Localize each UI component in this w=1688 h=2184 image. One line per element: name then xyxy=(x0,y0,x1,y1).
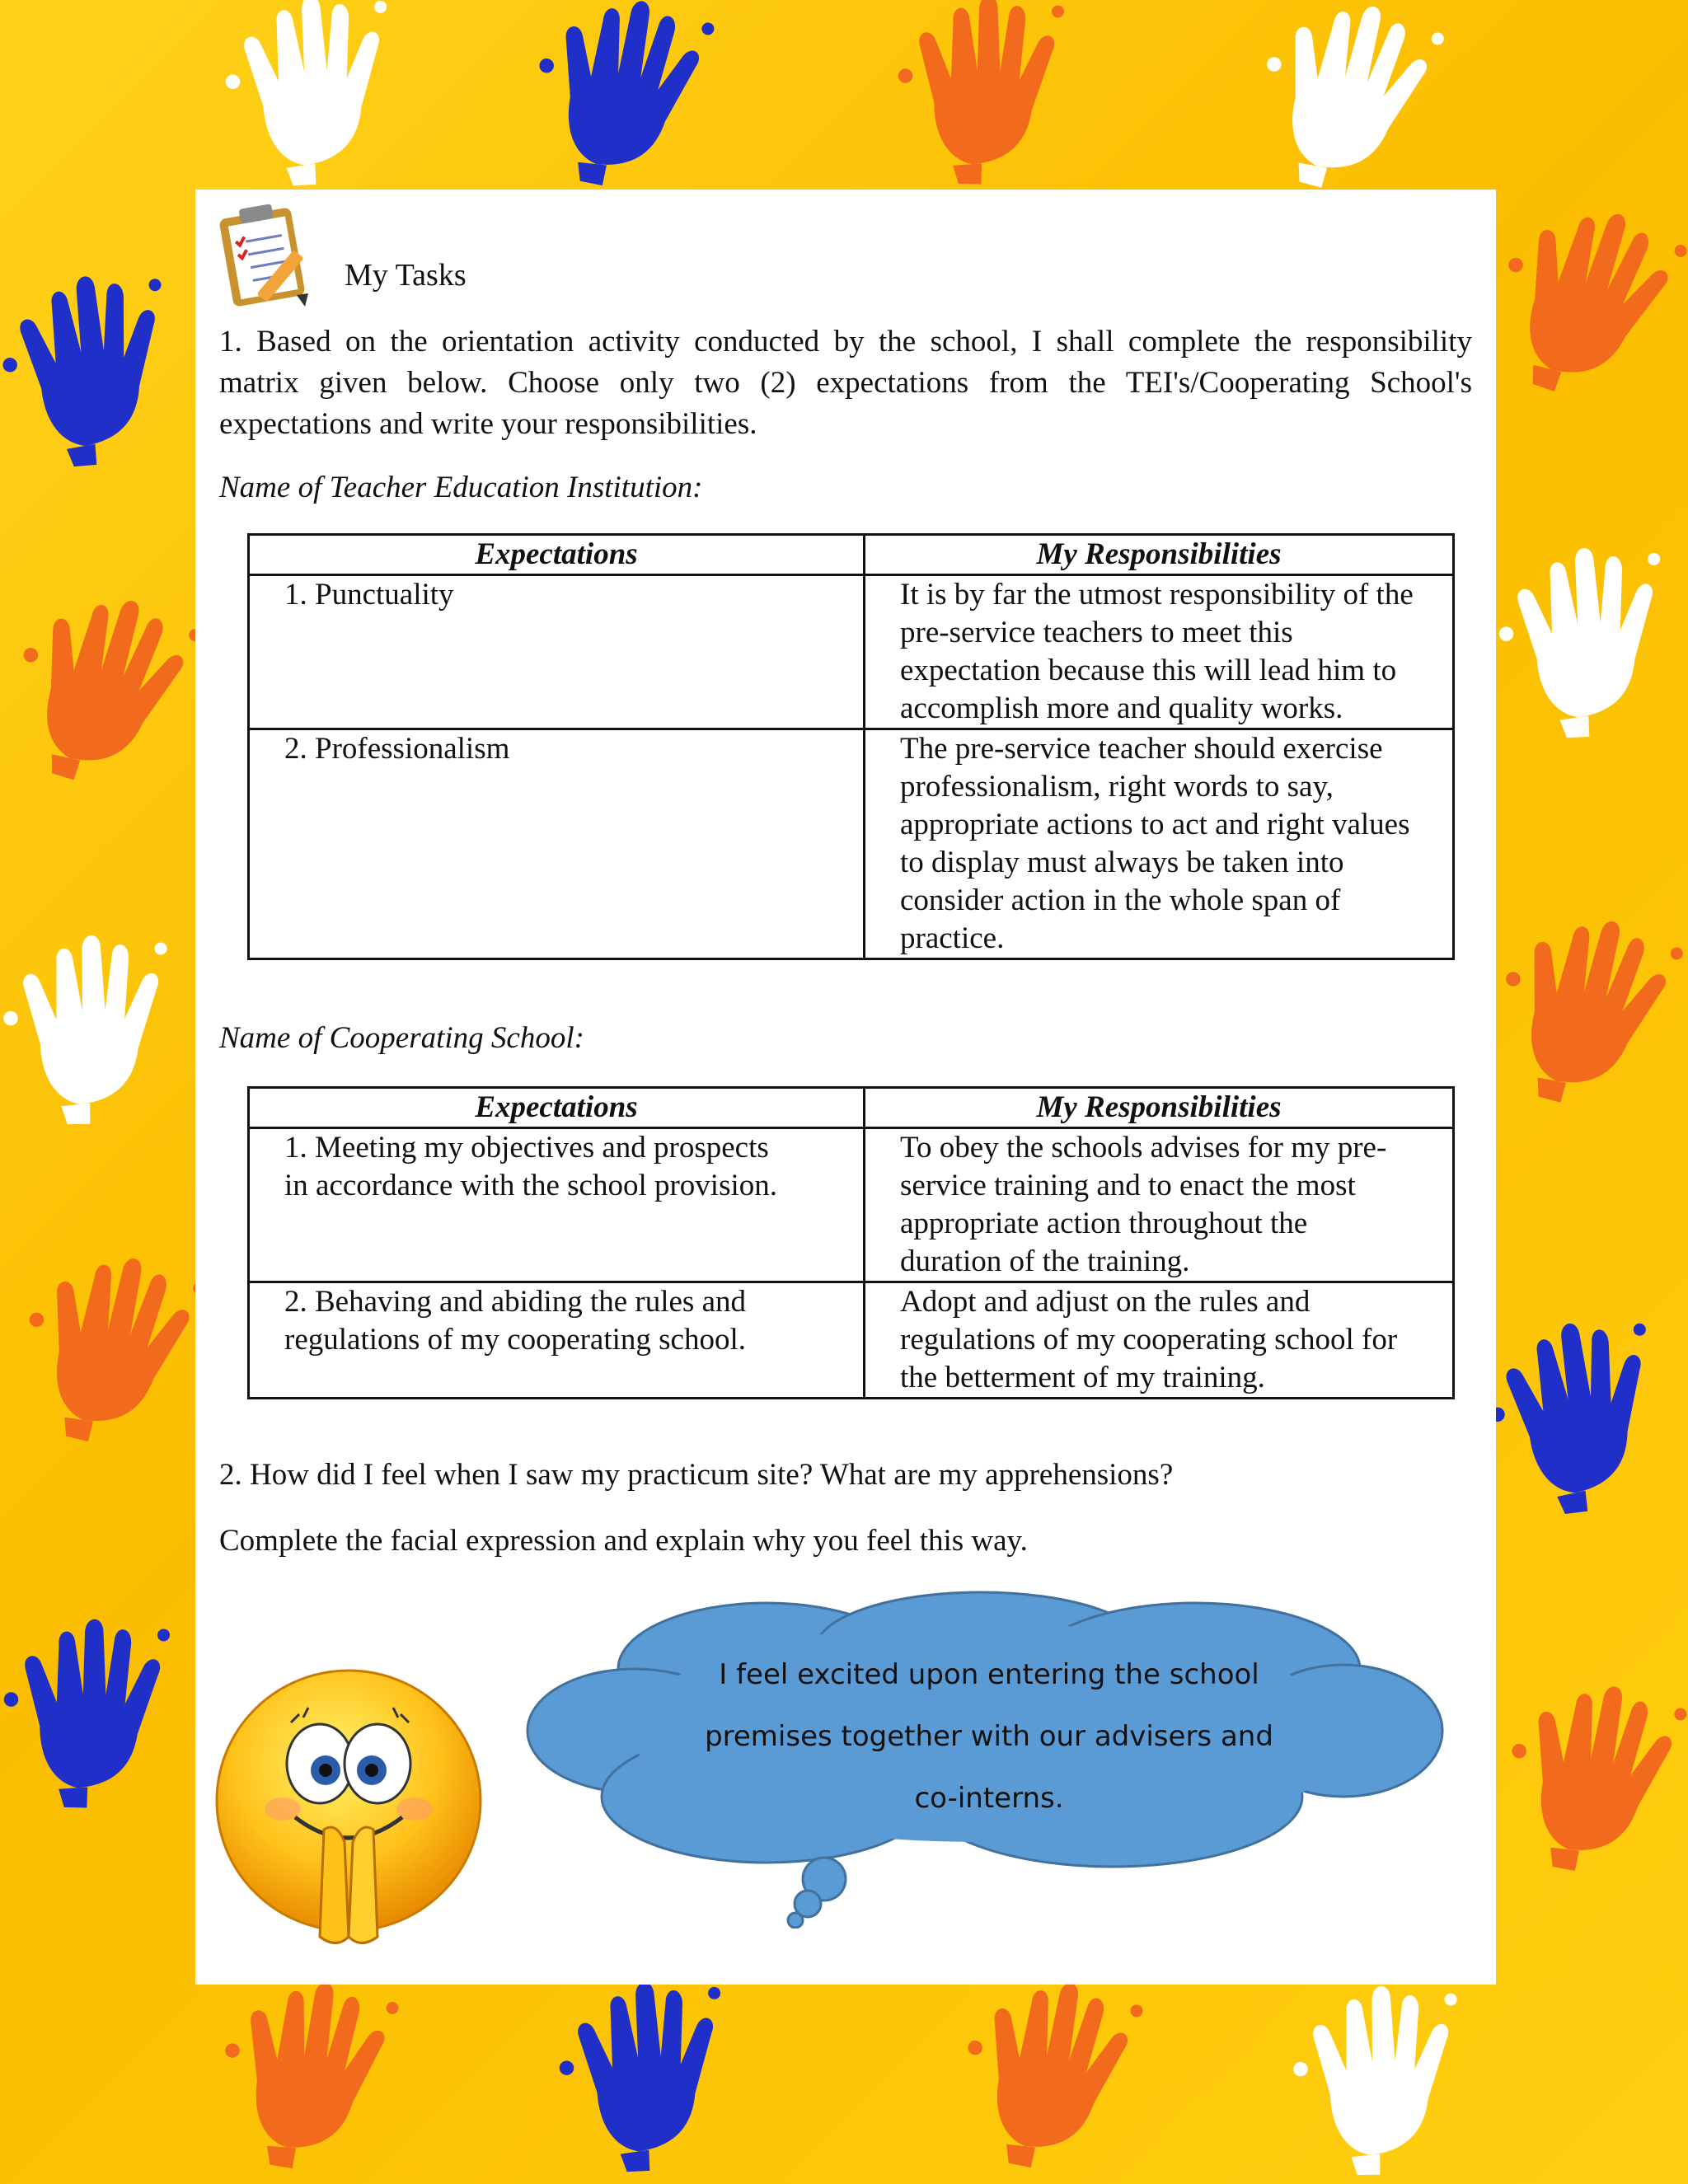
table-row xyxy=(249,729,1454,959)
expectation-cell xyxy=(249,729,865,959)
cell-text: 1. Punctuality xyxy=(284,578,454,612)
column-header-expectations: Expectations xyxy=(249,535,865,575)
task2-question: 2. How did I feel when I saw my practicum site? What are my apprehensions? xyxy=(219,1458,1174,1492)
cell-text: to display must always be taken into xyxy=(900,846,1344,879)
cell-text: It is by far the utmost responsibility of the xyxy=(900,578,1414,612)
responsibility-cell xyxy=(865,1282,1454,1399)
task2-instruction: Complete the facial expression and explain why you feel this way. xyxy=(219,1524,1028,1558)
cell-text: Adopt and adjust on the rules and xyxy=(900,1285,1311,1319)
cell-text: 2. Behaving and abiding the rules and xyxy=(284,1285,747,1319)
cell-text: accomplish more and quality works. xyxy=(900,691,1343,725)
cell-text: regulations of my cooperating school. xyxy=(284,1323,747,1357)
responsibility-cell xyxy=(865,575,1454,729)
cell-text: 2. Professionalism xyxy=(284,732,510,766)
cell-text: appropriate action throughout the xyxy=(900,1207,1308,1240)
column-header-expectations: Expectations xyxy=(249,1088,865,1128)
table-row xyxy=(249,575,1454,729)
cell-text: appropriate actions to act and right values xyxy=(900,808,1410,841)
cell-text: duration of the training. xyxy=(900,1244,1190,1278)
cooperating-school-matrix xyxy=(247,1086,1455,1399)
cloud-line: I feel excited upon entering the school xyxy=(719,1658,1259,1691)
cell-text: 1. Meeting my objectives and prospects xyxy=(284,1131,769,1165)
cell-text: professionalism, right words to say, xyxy=(900,770,1334,804)
column-header-responsibilities: My Responsibilities xyxy=(865,1088,1454,1128)
task1-line: 1. Based on the orientation activity conducted by the school, I shall complete the responsibility xyxy=(219,325,1472,359)
cloud-line: co-interns. xyxy=(914,1782,1064,1813)
task1-line: matrix given below. Choose only two (2) expectations from the TEI's/Cooperating School's xyxy=(219,366,1472,400)
tei-responsibility-matrix xyxy=(247,533,1455,960)
column-header-responsibilities: My Responsibilities xyxy=(865,535,1454,575)
table-row xyxy=(249,1128,1454,1282)
cell-text: pre-service teachers to meet this xyxy=(900,616,1293,649)
cell-text: regulations of my cooperating school for xyxy=(900,1323,1398,1357)
cell-text: practice. xyxy=(900,921,1005,955)
table-row xyxy=(249,1282,1454,1399)
tei-name-label: Name of Teacher Education Institution: xyxy=(219,471,703,504)
cell-text: in accordance with the school provision. xyxy=(284,1169,777,1202)
expectation-cell xyxy=(249,575,865,729)
excited-smiley-face-emoji xyxy=(213,1665,485,1949)
task1-instructions xyxy=(219,321,1472,445)
cell-text: the betterment of my training. xyxy=(900,1361,1265,1394)
cell-text: service training and to enact the most xyxy=(900,1169,1356,1202)
cell-text: The pre-service teacher should exercise xyxy=(900,732,1383,766)
clipboard-checklist-icon xyxy=(216,198,340,313)
cloud-line: premises together with our advisers and xyxy=(705,1720,1273,1753)
task1-line: expectations and write your responsibilities. xyxy=(219,407,757,441)
cell-text: To obey the schools advises for my pre- xyxy=(900,1131,1387,1165)
responsibility-cell xyxy=(865,729,1454,959)
expectation-cell xyxy=(249,1128,865,1282)
cooperating-school-label: Name of Cooperating School: xyxy=(219,1021,584,1055)
cloud-text xyxy=(626,1644,1352,1813)
expectation-cell xyxy=(249,1282,865,1399)
tasks-header xyxy=(216,198,546,321)
cell-text: consider action in the whole span of xyxy=(900,883,1341,917)
cell-text: expectation because this will lead him to xyxy=(900,654,1397,687)
responsibility-cell xyxy=(865,1128,1454,1282)
tasks-title: My Tasks xyxy=(345,258,467,293)
